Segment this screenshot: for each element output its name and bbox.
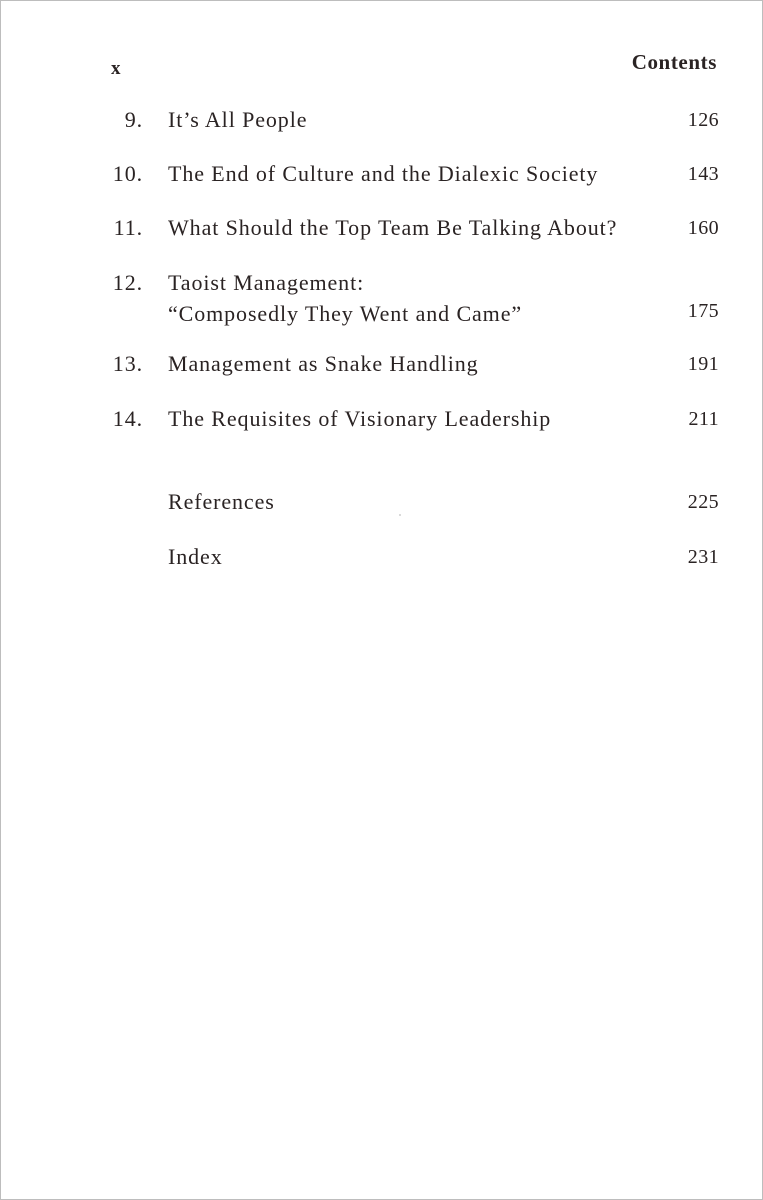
chapter-number: 12.: [112, 270, 143, 295]
back-matter-title: Index: [168, 544, 223, 569]
chapter-title: [168, 406, 551, 437]
chapter-page-number: 126: [687, 109, 719, 131]
back-matter-page-number: 225: [687, 491, 719, 513]
back-matter-title: References: [168, 489, 275, 514]
chapter-title: [168, 161, 598, 192]
chapter-number: 9.: [124, 107, 143, 132]
chapter-page-number: 175: [687, 300, 719, 322]
chapter-number: 10.: [112, 161, 143, 186]
chapter-title-line: Management as Snake Handling: [168, 351, 479, 376]
chapter-title-line: “Composedly They Went and Came”: [168, 301, 523, 326]
chapter-page-number: 191: [687, 353, 719, 375]
chapter-title: [168, 270, 522, 332]
running-head: Contents: [631, 50, 717, 74]
chapter-title-line: The Requisites of Visionary Leadership: [168, 406, 552, 431]
back-matter-page-number: 231: [687, 546, 719, 568]
chapter-title: [168, 351, 479, 382]
chapter-page-number: 211: [688, 408, 719, 430]
chapter-number: 13.: [112, 351, 143, 376]
chapter-number: 14.: [112, 406, 143, 431]
chapter-title-line: The End of Culture and the Dialexic Society: [168, 161, 599, 186]
chapter-title: [168, 107, 307, 138]
chapter-page-number: 160: [687, 217, 719, 239]
print-speck: [399, 514, 401, 516]
chapter-title: [168, 215, 617, 246]
page-folio: x: [111, 58, 121, 79]
chapter-number: 11.: [113, 215, 143, 240]
chapter-title-line: Taoist Management:: [168, 270, 365, 295]
chapter-title-line: What Should the Top Team Be Talking About?: [168, 215, 618, 240]
chapter-title-line: It’s All People: [168, 107, 308, 132]
chapter-page-number: 143: [687, 163, 719, 185]
